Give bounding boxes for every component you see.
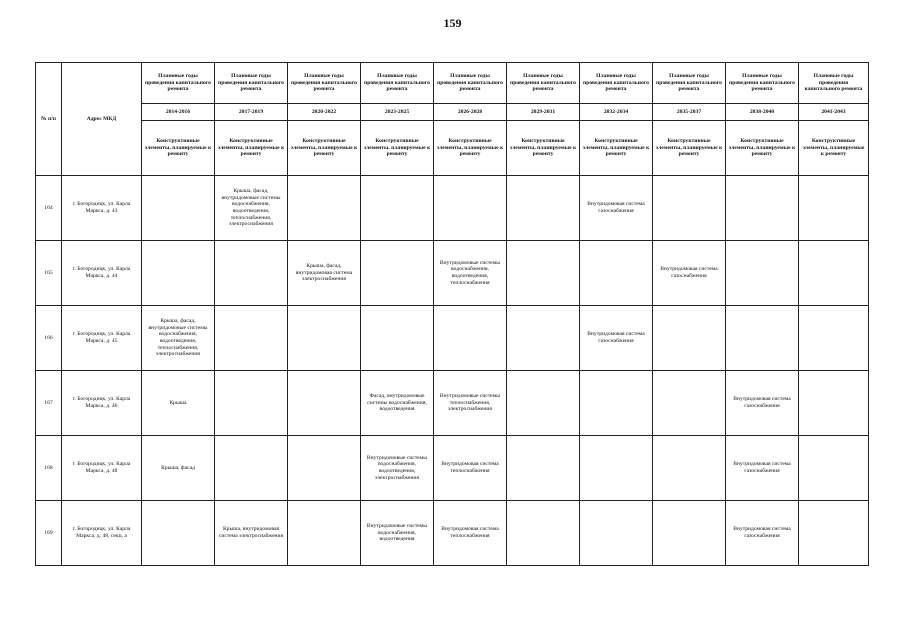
work-cell [142, 501, 215, 566]
elements-header: Конструктивные элементы, планируемые к ремонту [726, 121, 799, 176]
work-cell: Внутридомовая система газоснабжения [580, 176, 653, 241]
work-cell: Крыша [142, 371, 215, 436]
work-cell [215, 371, 288, 436]
work-cell [215, 241, 288, 306]
planned-years-header: Плановые годы проведения капитального ремонта [361, 63, 434, 104]
row-address: г. Богородицк, ул. Карла Маркса, д. 43 [62, 176, 142, 241]
planned-years-header: Плановые годы проведения капитального ремонта [726, 63, 799, 104]
table-row [36, 241, 869, 306]
period-header: 2041-2043 [799, 104, 869, 121]
work-cell: Крыша, фасад, внутридомовая система электроснабжения [288, 241, 361, 306]
work-cell [215, 306, 288, 371]
work-cell: Внутридомовая система газоснабжения [726, 371, 799, 436]
page-number: 159 [443, 16, 462, 30]
row-address: г. Богородицк, ул. Карла Маркса, д. 48, секц. а [62, 501, 142, 566]
row-address: г. Богородицк, ул. Карла Маркса, д. 46 [62, 371, 142, 436]
table-row [36, 176, 869, 241]
work-cell: Внутридомовая система теплоснабжения [434, 501, 507, 566]
work-cell [653, 501, 726, 566]
row-number: 167 [36, 371, 62, 436]
table-row [36, 436, 869, 501]
elements-header: Конструктивные элементы, планируемые к ремонту [799, 121, 869, 176]
work-cell: Внутридомовая система газоснабжения [726, 436, 799, 501]
address-header: Адрес МКД [62, 63, 142, 176]
work-cell [653, 176, 726, 241]
work-cell: Фасад, внутридомовые системы водоснабжения, водоотведения [361, 371, 434, 436]
work-cell: Крыша, фасад [142, 436, 215, 501]
planned-years-header: Плановые годы проведения капитального ремонта [288, 63, 361, 104]
planned-years-header: Плановые годы проведения капитального ремонта [507, 63, 580, 104]
row-number: 166 [36, 306, 62, 371]
row-address: г. Богородицк, ул. Карла Маркса, д. 44 [62, 241, 142, 306]
work-cell [288, 306, 361, 371]
planned-years-header: Плановые годы проведения капитального ремонта [799, 63, 869, 104]
work-cell [288, 176, 361, 241]
period-header: 2035-2037 [653, 104, 726, 121]
work-cell [653, 371, 726, 436]
work-cell [361, 176, 434, 241]
work-cell [799, 241, 869, 306]
work-cell [507, 436, 580, 501]
table-row [36, 501, 869, 566]
repair-plan-table [35, 62, 869, 566]
work-cell [507, 371, 580, 436]
work-cell [726, 241, 799, 306]
elements-header: Конструктивные элементы, планируемые к ремонту [142, 121, 215, 176]
planned-years-header: Плановые годы проведения капитального ремонта [653, 63, 726, 104]
work-cell: Крыша, фасад, внутридомовые системы водоснабжения, водоотведения, теплоснабжения, электроснабжения [215, 176, 288, 241]
work-cell [653, 306, 726, 371]
work-cell [726, 176, 799, 241]
work-cell [580, 501, 653, 566]
work-cell [799, 501, 869, 566]
row-number: 168 [36, 436, 62, 501]
work-cell [653, 436, 726, 501]
elements-header: Конструктивные элементы, планируемые к ремонту [215, 121, 288, 176]
row-address: г. Богородицк, ул. Карла Маркса, д. 48 [62, 436, 142, 501]
elements-header: Конструктивные элементы, планируемые к ремонту [507, 121, 580, 176]
work-cell [507, 306, 580, 371]
work-cell: Внутридомовые системы теплоснабжения, электроснабжения [434, 371, 507, 436]
period-header: 2032-2034 [580, 104, 653, 121]
period-header: 2014-2016 [142, 104, 215, 121]
row-number: 164 [36, 176, 62, 241]
work-cell [142, 176, 215, 241]
work-cell: Внутридомовая система газоснабжения [726, 501, 799, 566]
work-cell: Внутридомовые системы водоснабжения, водоотведения, теплоснабжения [434, 241, 507, 306]
num-header: № п/п [36, 63, 62, 176]
work-cell: Внутридомовые системы водоснабжения, водоотведения, электроснабжения [361, 436, 434, 501]
elements-header: Конструктивные элементы, планируемые к ремонту [288, 121, 361, 176]
period-header: 2017-2019 [215, 104, 288, 121]
work-cell: Крыша, фасад, внутридомовые системы водоснабжения, водоотведения, теплоснабжения, электроснабжения [142, 306, 215, 371]
period-header: 2020-2022 [288, 104, 361, 121]
work-cell [799, 306, 869, 371]
row-number: 169 [36, 501, 62, 566]
work-cell [215, 436, 288, 501]
work-cell: Внутридомовая система газоснабжения [653, 241, 726, 306]
work-cell [726, 306, 799, 371]
planned-years-header: Плановые годы проведения капитального ремонта [434, 63, 507, 104]
elements-header: Конструктивные элементы, планируемые к ремонту [434, 121, 507, 176]
work-cell [799, 176, 869, 241]
work-cell [580, 241, 653, 306]
table-row [36, 371, 869, 436]
work-cell: Крыша, внутридомовая система электроснабжения [215, 501, 288, 566]
work-cell: Внутридомовые системы водоснабжения, водоотведения [361, 501, 434, 566]
work-cell [434, 306, 507, 371]
table-row [36, 306, 869, 371]
elements-header: Конструктивные элементы, планируемые к ремонту [580, 121, 653, 176]
work-cell [580, 371, 653, 436]
work-cell [288, 371, 361, 436]
work-cell [434, 176, 507, 241]
period-header: 2038-2040 [726, 104, 799, 121]
work-cell: Внутридомовая система газоснабжения [580, 306, 653, 371]
work-cell [288, 501, 361, 566]
work-cell [580, 436, 653, 501]
planned-years-header: Плановые годы проведения капитального ремонта [142, 63, 215, 104]
work-cell [361, 241, 434, 306]
planned-years-header: Плановые годы проведения капитального ремонта [580, 63, 653, 104]
elements-header: Конструктивные элементы, планируемые к ремонту [653, 121, 726, 176]
period-header: 2023-2025 [361, 104, 434, 121]
work-cell [507, 501, 580, 566]
row-number: 165 [36, 241, 62, 306]
work-cell [142, 241, 215, 306]
elements-header: Конструктивные элементы, планируемые к ремонту [361, 121, 434, 176]
work-cell [507, 176, 580, 241]
work-cell [799, 371, 869, 436]
row-address: г. Богородицк, ул. Карла Маркса, д. 45 [62, 306, 142, 371]
work-cell [799, 436, 869, 501]
work-cell [507, 241, 580, 306]
planned-years-header: Плановые годы проведения капитального ремонта [215, 63, 288, 104]
work-cell [288, 436, 361, 501]
work-cell: Внутридомовая система теплоснабжения [434, 436, 507, 501]
period-header: 2029-2031 [507, 104, 580, 121]
work-cell [361, 306, 434, 371]
period-header: 2026-2028 [434, 104, 507, 121]
